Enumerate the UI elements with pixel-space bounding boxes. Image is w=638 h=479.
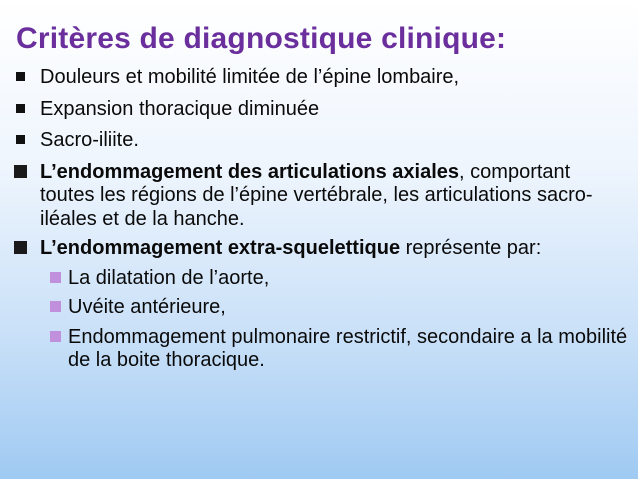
bullet-item bbox=[12, 66, 628, 90]
bullet-text: Expansion thoracique diminuée bbox=[40, 97, 320, 120]
sub-square-bullet-icon bbox=[50, 272, 61, 283]
bullet-list bbox=[12, 66, 628, 379]
bullet-text bbox=[40, 161, 628, 232]
square-bullet-icon bbox=[16, 72, 25, 81]
bullet-text bbox=[40, 237, 628, 261]
bullet-item bbox=[12, 129, 628, 153]
sub-bullet-item bbox=[12, 267, 628, 291]
bullet-text: Sacro-iliite. bbox=[40, 129, 139, 151]
sub-bullet-text: Uvéite antérieure, bbox=[68, 296, 226, 318]
sub-bullet-text: Endommagement pulmonaire restrictif, secondaire a la mobilité de la boite thoracique. bbox=[68, 325, 628, 371]
sub-bullet-item bbox=[12, 326, 628, 373]
bullet-rest-text: , comportant toutes les régions de l’épine vertébrale, les articulations sacro-iléales et de la hanche. bbox=[40, 160, 593, 230]
bullet-rest-text: représente par: bbox=[400, 237, 542, 259]
bullet-bold-text: L’endommagement des articulations axiales bbox=[40, 160, 460, 183]
square-bullet-icon bbox=[16, 104, 25, 113]
square-bullet-icon bbox=[16, 135, 25, 144]
bullet-item bbox=[12, 161, 628, 232]
slide-title: Critères de diagnostique clinique: bbox=[16, 22, 507, 55]
bullet-bold-text: L’endommagement extra-squelettique bbox=[40, 237, 401, 259]
sub-square-bullet-icon bbox=[50, 301, 61, 312]
square-bullet-icon bbox=[14, 165, 27, 178]
square-bullet-icon bbox=[14, 241, 27, 254]
sub-bullet-item bbox=[12, 296, 628, 320]
bullet-item bbox=[12, 98, 628, 122]
sub-bullet-text: La dilatation de l’aorte, bbox=[68, 266, 270, 289]
bullet-text: Douleurs et mobilité limitée de l’épine lombaire, bbox=[40, 66, 460, 88]
sub-square-bullet-icon bbox=[50, 331, 61, 342]
bullet-item bbox=[12, 237, 628, 261]
